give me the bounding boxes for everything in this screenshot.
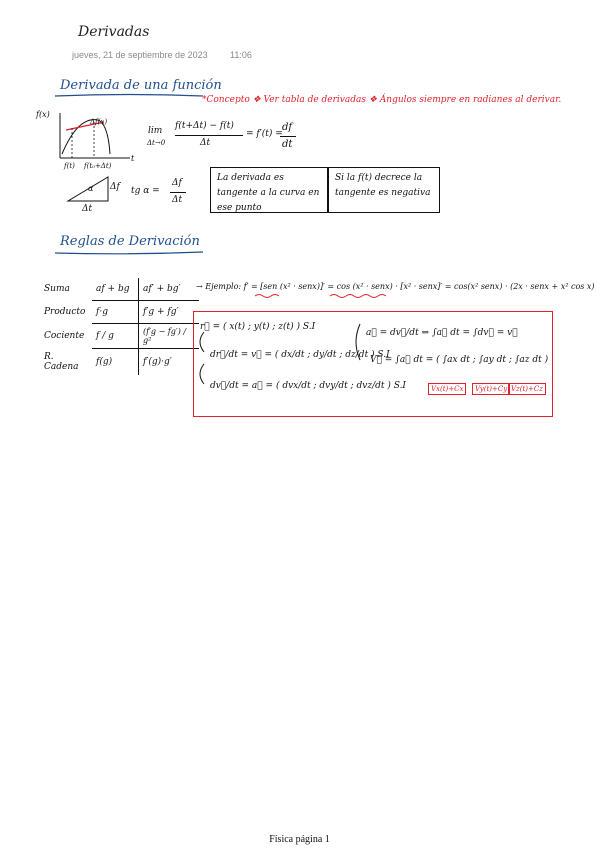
page-title: Derivadas (78, 24, 150, 40)
velocity-vector: dr⃗/dt = v⃗ = ( dx/dt ; dy/dt ; dz/dt ) S.I (210, 350, 390, 360)
rule-name: Suma (44, 284, 70, 295)
limit-numerator: f(t+Δt) − f(t) (175, 121, 234, 131)
tg-frac-num: Δf (172, 178, 182, 188)
tangent-box: La derivada es tangente a la curva en ese punto (210, 167, 328, 213)
rule-function: f / g (92, 324, 139, 349)
heading-underline (55, 93, 205, 99)
limit-dden: dt (282, 139, 293, 150)
limit-sub: Δt→0 (147, 139, 166, 147)
rule-derivative: f′(g)·g′ (143, 356, 172, 367)
constant-x: Vx(t)+Cx (428, 383, 466, 395)
tg-alpha-label: tg α = (131, 186, 160, 196)
rule-row (40, 349, 199, 375)
triangle-dt: Δt (82, 204, 93, 214)
triangle-df: Δf (110, 182, 120, 192)
decreasing-box: Si la f(t) decrece la tangente es negativa (328, 167, 440, 213)
heading2-underline (55, 250, 205, 256)
rule-function: af + bg (92, 278, 139, 301)
limit-lim: lim (148, 126, 163, 136)
position-vector: r⃗ = ( x(t) ; y(t) ; z(t) ) S.I (200, 322, 316, 332)
triangle-alpha: α (88, 184, 94, 193)
page-date: jueves, 21 de septiembre de 2023 (72, 50, 208, 60)
limit-fraction-bar (175, 135, 243, 136)
rule-name: Producto (44, 307, 86, 317)
limit-denominator: Δt (200, 138, 211, 148)
limit-result: = f′(t) = (246, 129, 283, 139)
rule-function: f(g) (92, 349, 139, 375)
rule-row (40, 301, 199, 324)
limit-dnum: df (282, 122, 293, 133)
rule-name: Cociente (44, 331, 85, 341)
tg-frac-bar (170, 192, 186, 193)
kinematics-arrows (196, 330, 212, 400)
velocity-integral: V⃗ = ∫a⃗ dt = ( ∫ax dt ; ∫ay dt ; ∫az dt ) (370, 355, 549, 365)
rule-derivative: f′g + fg′ (139, 301, 200, 324)
graph-delta-label: Δf(x) (90, 118, 108, 126)
tg-frac-den: Δt (172, 195, 183, 205)
section-heading-reglas: Reglas de Derivación (60, 234, 200, 249)
rule-function: f·g (92, 301, 139, 324)
page-time: 11:06 (230, 50, 252, 60)
page-footer: Física página 1 (269, 834, 330, 845)
graph-ftdt-label: f(t₀+Δt) (84, 162, 112, 170)
limit-d-bar (280, 136, 296, 137)
rule-derivative: af′ + bg′ (139, 278, 200, 301)
rule-row (40, 324, 199, 349)
section-heading-derivada: Derivada de una función (60, 78, 222, 93)
integral-brace (352, 322, 362, 362)
rule-derivative: (f′g − fg′) / g² (139, 324, 200, 349)
graph-ft-label: f(t) (64, 162, 75, 170)
graph-fx-label: f(x) (36, 110, 50, 119)
acceleration-integral: a⃗ = dv⃗/dt ⇒ ∫a⃗ dt = ∫dv⃗ = v⃗ (366, 328, 518, 338)
rules-table (40, 278, 199, 375)
constant-y: Vy(t)+Cy (472, 383, 510, 395)
acceleration-vector: dv⃗/dt = a⃗ = ( dvx/dt ; dvy/dt ; dvz/dt ) S.I (210, 381, 406, 391)
graph-t-label: t (131, 154, 135, 163)
example-underlines (255, 292, 395, 300)
concept-note: *Concepto ❖ Ver tabla de derivadas ❖ Ángulos siempre en radianes al derivar. (202, 95, 562, 105)
chain-rule-example: → Ejemplo: f′ = [sen (x² · senx)]′ = cos (x² · senx) · [x² · senx]′ = cos(x² senx) · (2x · senx + x² cos x) (196, 282, 595, 291)
rule-row (40, 278, 199, 301)
rule-name: R. Cadena (44, 351, 79, 372)
constant-z: Vz(t)+Cz (508, 383, 546, 395)
